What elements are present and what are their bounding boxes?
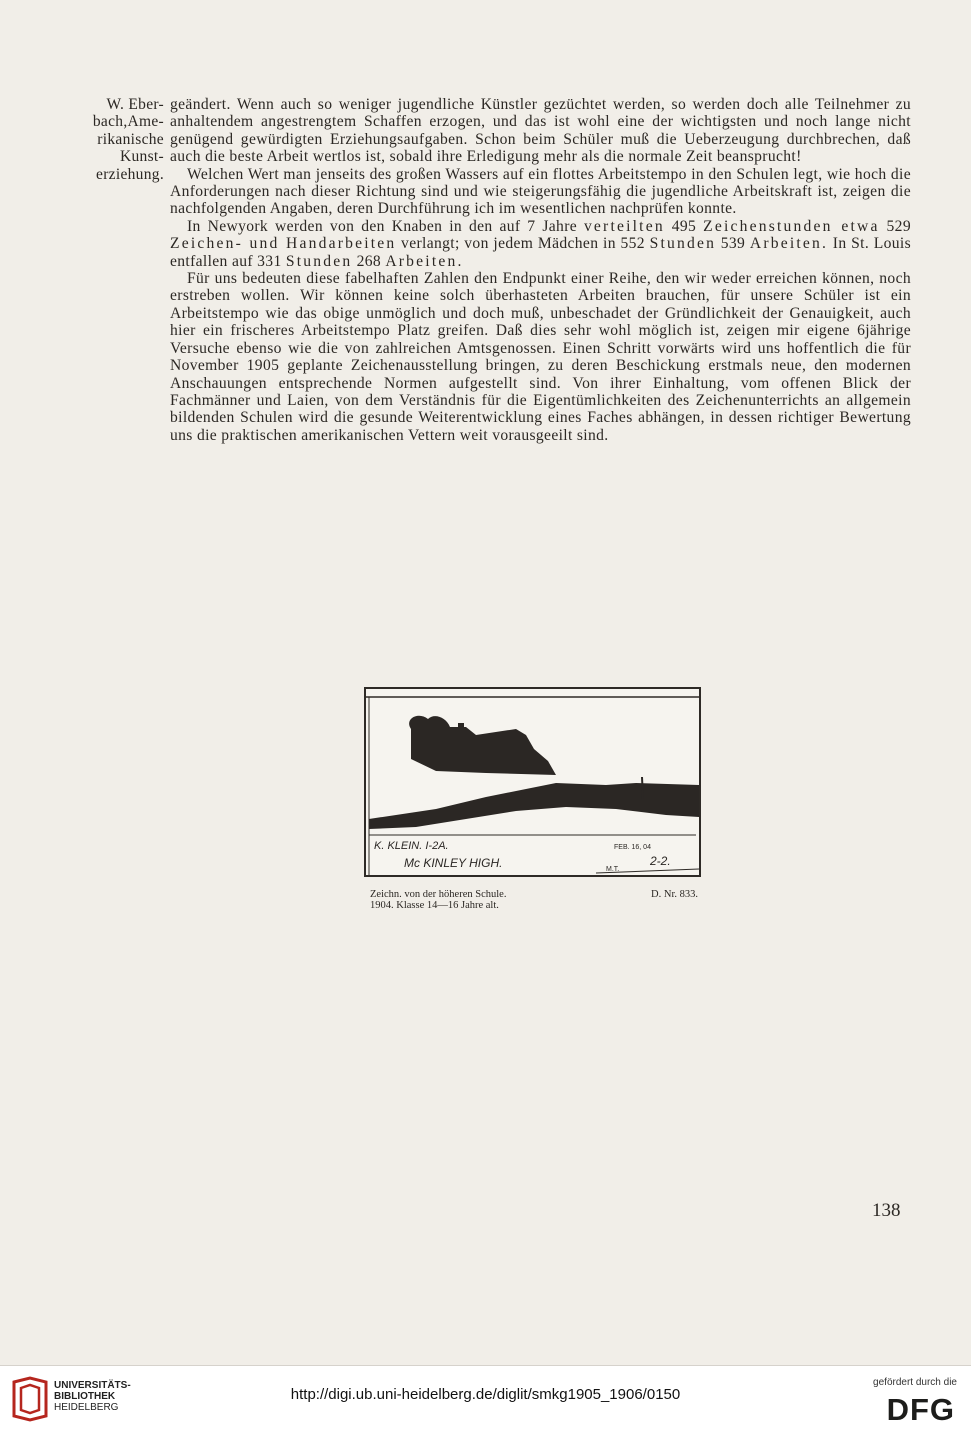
inscription-name: K. KLEIN. I-2A. [374,840,449,852]
caption-line: 1904. Klasse 14—16 Jahre alt. [370,900,499,911]
library-line: HEIDELBERG [54,1402,119,1413]
body-text [170,96,911,444]
chimney [458,723,464,735]
margin-note-line: rikanische [97,130,164,148]
margin-note-line: W. Eber- [106,96,164,113]
fence-post [642,777,643,799]
text-run: 529 [879,217,911,235]
paragraph-1: geändert. Wenn auch so weniger jugendliche Künstler gezüchtet werden, so werden doch alle Teilnehmer zu anhaltendem angestrengtem Schaffen erzogen, und das ist wohl eine der wichtigsten und noch lange nicht genügend gewürdigten Erziehungsaufgaben. Schon beim Schüler muß die Ueberzeugung durchbrechen, daß auch die beste Arbeit wertlos ist, sobald ihre Erledigung mehr als die normale Zeit beansprucht! [170,96,911,166]
spaced-text: Arbeiten. [749,235,829,253]
library-line: BIBLIOTHEK [54,1391,116,1402]
text-run: In St. Louis entfallen auf 331 [170,235,911,270]
dfg-logo-icon[interactable]: DFG [886,1392,955,1427]
spaced-text: Zeichen- und Handarbeiten [170,235,397,253]
inscription-date: FEB. 16, 04 [614,844,651,851]
house-and-trees-silhouette [409,716,556,775]
spaced-text: Zeichenstunden etwa [703,217,880,235]
margin-note-line: erziehung. [96,165,164,183]
text-run: 268 [352,252,386,270]
dark-field-band [369,783,699,829]
student-drawing-figure [364,687,701,877]
text-run: verlangt; von jedem Mädchen in 552 [396,235,650,253]
caption-number: D. Nr. 833. [651,889,698,900]
inscription-school: Mc KINLEY HIGH. [404,856,503,870]
spaced-text: Stunden [649,235,717,253]
paragraph-2: Welchen Wert man jenseits des großen Wassers auf ein flottes Arbeitstempo in den Schulen legt, wie hoch die Anforderungen nach dieser Richtung sind und wie steigerungsfähig die jugendliche Arbeitskraft ist, zeigen die nachfolgenden Angaben, deren Durchführung ich im wesentlichen nachprüfen konnte. [170,165,911,218]
sponsor-note: gefördert durch die [873,1377,957,1388]
landscape-drawing [366,689,699,875]
margin-note [52,96,164,183]
spaced-text: Arbeiten. [385,252,464,270]
figure-caption [370,889,700,911]
inscription-grade: 2-2. [650,854,671,868]
spaced-text: verteilten [583,217,665,235]
text-run: 539 [716,235,750,253]
document-url-link[interactable]: http://digi.ub.uni-heidelberg.de/diglit/smkg1905_1906/0150 [290,1386,681,1403]
paragraph-4: Für uns bedeuten diese fabelhaften Zahlen den Endpunkt einer Reihe, den wir weder erreichen können, noch erstreben wollen. Wir können keine solch überhasteten Arbeiten brauchen, für unsere Schüler ist ein Arbeitstempo wie das obige unmöglich und doch muß, unbeschadet der Gründlichkeit der Genauigkeit, auch hier ein frischeres Arbeitstempo Platz greifen. Daß dies sehr wohl möglich ist, zeigen mir eigene 6jährige Versuche ebenso wie die von zahlreichen Amtsgenossen. Einen Schritt vorwärts wird uns hoffentlich die für November 1905 geplante Zeichenausstellung bringen, zu deren Beschickung erstmals neue, den modernen Anschauungen entsprechende Normen aufgestellt sind. Von ihrer Einhaltung, vom offenen Blick der Fachmänner und Laien, von dem Verständnis für die Eigentümlichkeiten des Zeichenunterrichts an allgemein bildenden Schulen wird die gesunde Weiterentwicklung eines Faches abhängen, in dessen richtiger Bewertung uns die praktischen amerikanischen Vettern weit vorausgeeilt sind. [170,270,911,444]
footer-bar [0,1365,971,1434]
spaced-text: Stunden [285,252,353,270]
page-number: 138 [872,1200,901,1221]
caption-line: Zeichn. von der höheren Schule. [370,889,507,900]
margin-note-line: bach,Ame- [92,113,164,131]
text-run: 495 [664,217,704,235]
paragraph-3 [170,218,911,270]
library-line: UNIVERSITÄTS- [54,1380,131,1391]
text-run: In Newyork werden von den Knaben in den auf 7 Jahre [187,217,584,235]
inscription-mark: M.T. [606,866,620,873]
margin-note-line: Kunst- [120,148,164,166]
